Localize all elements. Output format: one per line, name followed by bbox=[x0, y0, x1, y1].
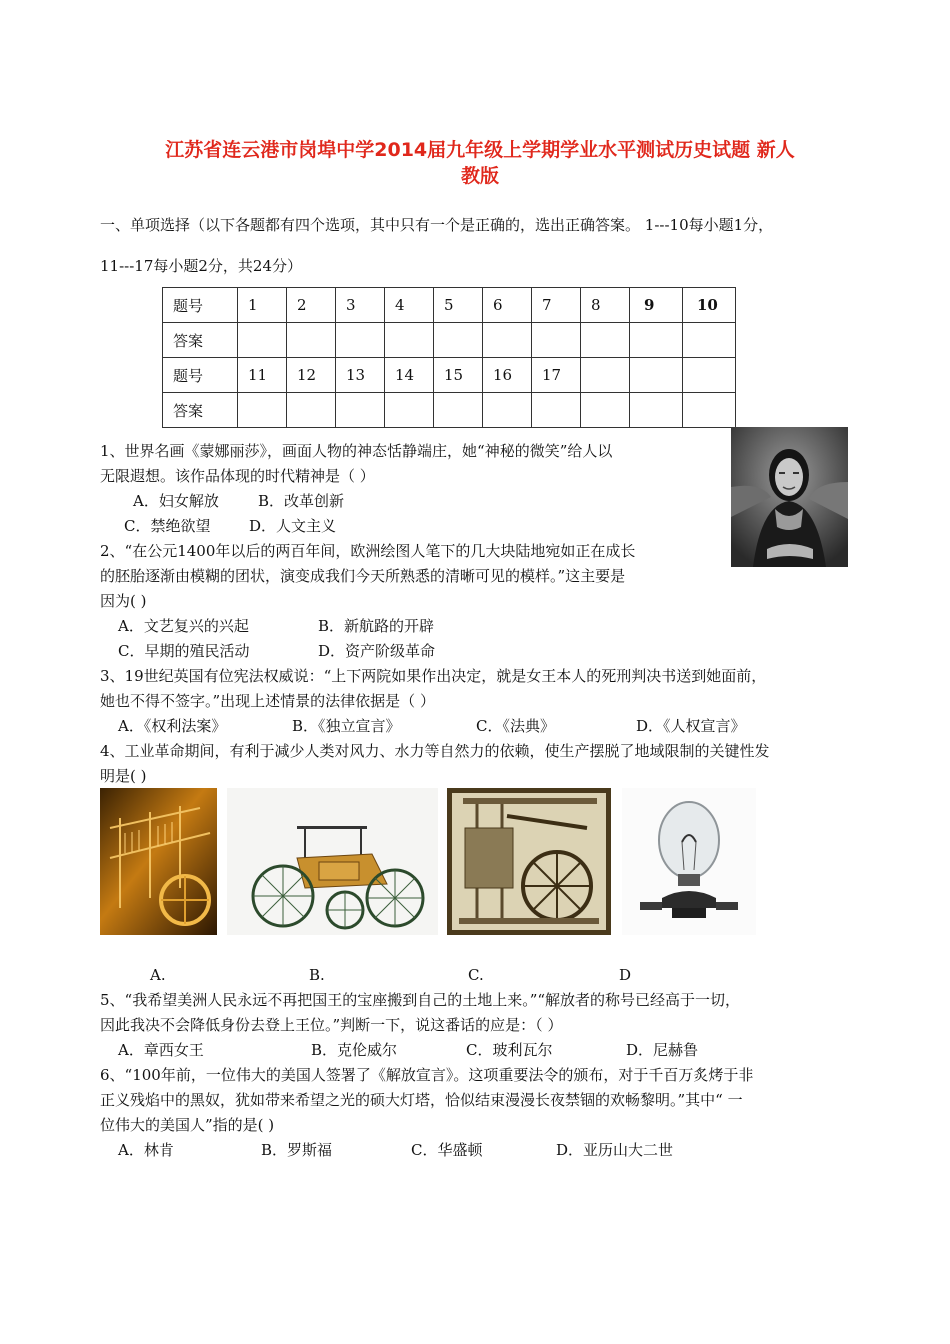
question-2-text-cont: 的胚胎逐渐由模糊的团状，演变成我们今天所熟悉的清晰可见的模样。”这主要是 bbox=[100, 567, 626, 585]
question-4-text-cont: 明是( ) bbox=[100, 767, 147, 785]
table-row: 题号 1 2 3 4 5 6 7 8 9 10 bbox=[163, 288, 736, 323]
table-row: 题号 11 12 13 14 15 16 17 bbox=[163, 358, 736, 393]
page-title: 江苏省连云港市岗埠中学2014届九年级上学期学业水平测试历史试题 新人 教版 bbox=[165, 139, 795, 187]
q3-option-a[interactable]: A．《权利法案》 bbox=[118, 717, 227, 735]
answer-table bbox=[162, 287, 736, 428]
q3-option-c[interactable]: C．《法典》 bbox=[476, 717, 555, 735]
question-2-text: 2、“在公元1400年以后的两百年间，欧洲绘图人笔下的几大块陆地宛如正在成长 bbox=[100, 542, 636, 560]
q2-option-c[interactable]: C．早期的殖民活动 bbox=[118, 642, 250, 660]
q1-option-a[interactable]: A．妇女解放 bbox=[133, 492, 219, 510]
question-1-text-cont: 无限遐想。该作品体现的时代精神是（ ） bbox=[100, 467, 375, 485]
q3-option-d[interactable]: D．《人权宣言》 bbox=[636, 717, 746, 735]
q4-option-b[interactable]: B. bbox=[309, 966, 325, 984]
q5-option-c[interactable]: C．玻利瓦尔 bbox=[466, 1041, 553, 1059]
spinning-jenny-image bbox=[100, 788, 217, 935]
question-5-text-cont: 因此我决不会降低身份去登上王位。”判断一下，说这番话的应是：（ ） bbox=[100, 1016, 563, 1034]
question-2-text-end: 因为( ) bbox=[100, 592, 147, 610]
question-6-text: 6、“100年前，一位伟大的美国人签署了《解放宣言》。这项重要法令的颁布，对于千百万炙烤于非 bbox=[100, 1066, 754, 1084]
q6-option-c[interactable]: C．华盛顿 bbox=[411, 1141, 483, 1159]
q6-option-a[interactable]: A．林肯 bbox=[118, 1141, 174, 1159]
q5-option-b[interactable]: B．克伦威尔 bbox=[311, 1041, 398, 1059]
q6-option-d[interactable]: D．亚历山大二世 bbox=[556, 1141, 674, 1159]
question-6-text-cont: 正义残焰中的黑奴，犹如带来希望之光的硕大灯塔，恰似结束漫漫长夜禁锢的欢畅黎明。”其中“ 一 bbox=[100, 1091, 743, 1109]
q5-option-d[interactable]: D．尼赫鲁 bbox=[626, 1041, 699, 1059]
q5-option-a[interactable]: A．章西女王 bbox=[118, 1041, 204, 1059]
light-bulb-image bbox=[622, 788, 756, 935]
question-3-text: 3、19世纪英国有位宪法权威说：“上下两院如果作出决定，就是女王本人的死刑判决书送到她面前， bbox=[100, 667, 767, 685]
benz-car-image bbox=[227, 788, 438, 935]
question-5-text: 5、“我希望美洲人民永远不再把国王的宝座搬到自己的土地上来。”“解放者的称号已经高于一切， bbox=[100, 991, 741, 1009]
q4-option-d[interactable]: D bbox=[619, 966, 632, 984]
q2-option-a[interactable]: A．文艺复兴的兴起 bbox=[118, 617, 249, 635]
section-heading-cont: 11---17每小题2分，共24分） bbox=[100, 257, 303, 275]
section-heading: 一、单项选择（以下各题都有四个选项，其中只有一个是正确的，选出正确答案。 1---10每小题1分， bbox=[100, 216, 774, 234]
q2-option-d[interactable]: D．资产阶级革命 bbox=[318, 642, 436, 660]
question-4-text: 4、工业革命期间，有利于减少人类对风力、水力等自然力的依赖，使生产摆脱了地域限制的关键性发 bbox=[100, 742, 770, 760]
q4-option-a[interactable]: A. bbox=[150, 966, 166, 984]
q2-option-b[interactable]: B．新航路的开辟 bbox=[318, 617, 435, 635]
question-3-text-cont: 她也不得不签字。”出现上述情景的法律依据是（ ） bbox=[100, 692, 435, 710]
question-1-text: 1、世界名画《蒙娜丽莎》，画面人物的神态恬静端庄，她“神秘的微笑”给人以 bbox=[100, 442, 613, 460]
table-row: 答案 bbox=[163, 323, 736, 358]
q1-option-b[interactable]: B．改革创新 bbox=[258, 492, 345, 510]
mona-lisa-image bbox=[731, 427, 848, 567]
table-row: 答案 bbox=[163, 393, 736, 428]
q1-option-d[interactable]: D．人文主义 bbox=[249, 517, 337, 535]
q1-option-c[interactable]: C．禁绝欲望 bbox=[124, 517, 211, 535]
q4-option-c[interactable]: C. bbox=[468, 966, 484, 984]
steam-engine-image bbox=[447, 788, 611, 935]
q3-option-b[interactable]: B．《独立宣言》 bbox=[292, 717, 401, 735]
question-6-text-end: 位伟大的美国人”指的是( ) bbox=[100, 1116, 275, 1134]
q6-option-b[interactable]: B．罗斯福 bbox=[261, 1141, 333, 1159]
